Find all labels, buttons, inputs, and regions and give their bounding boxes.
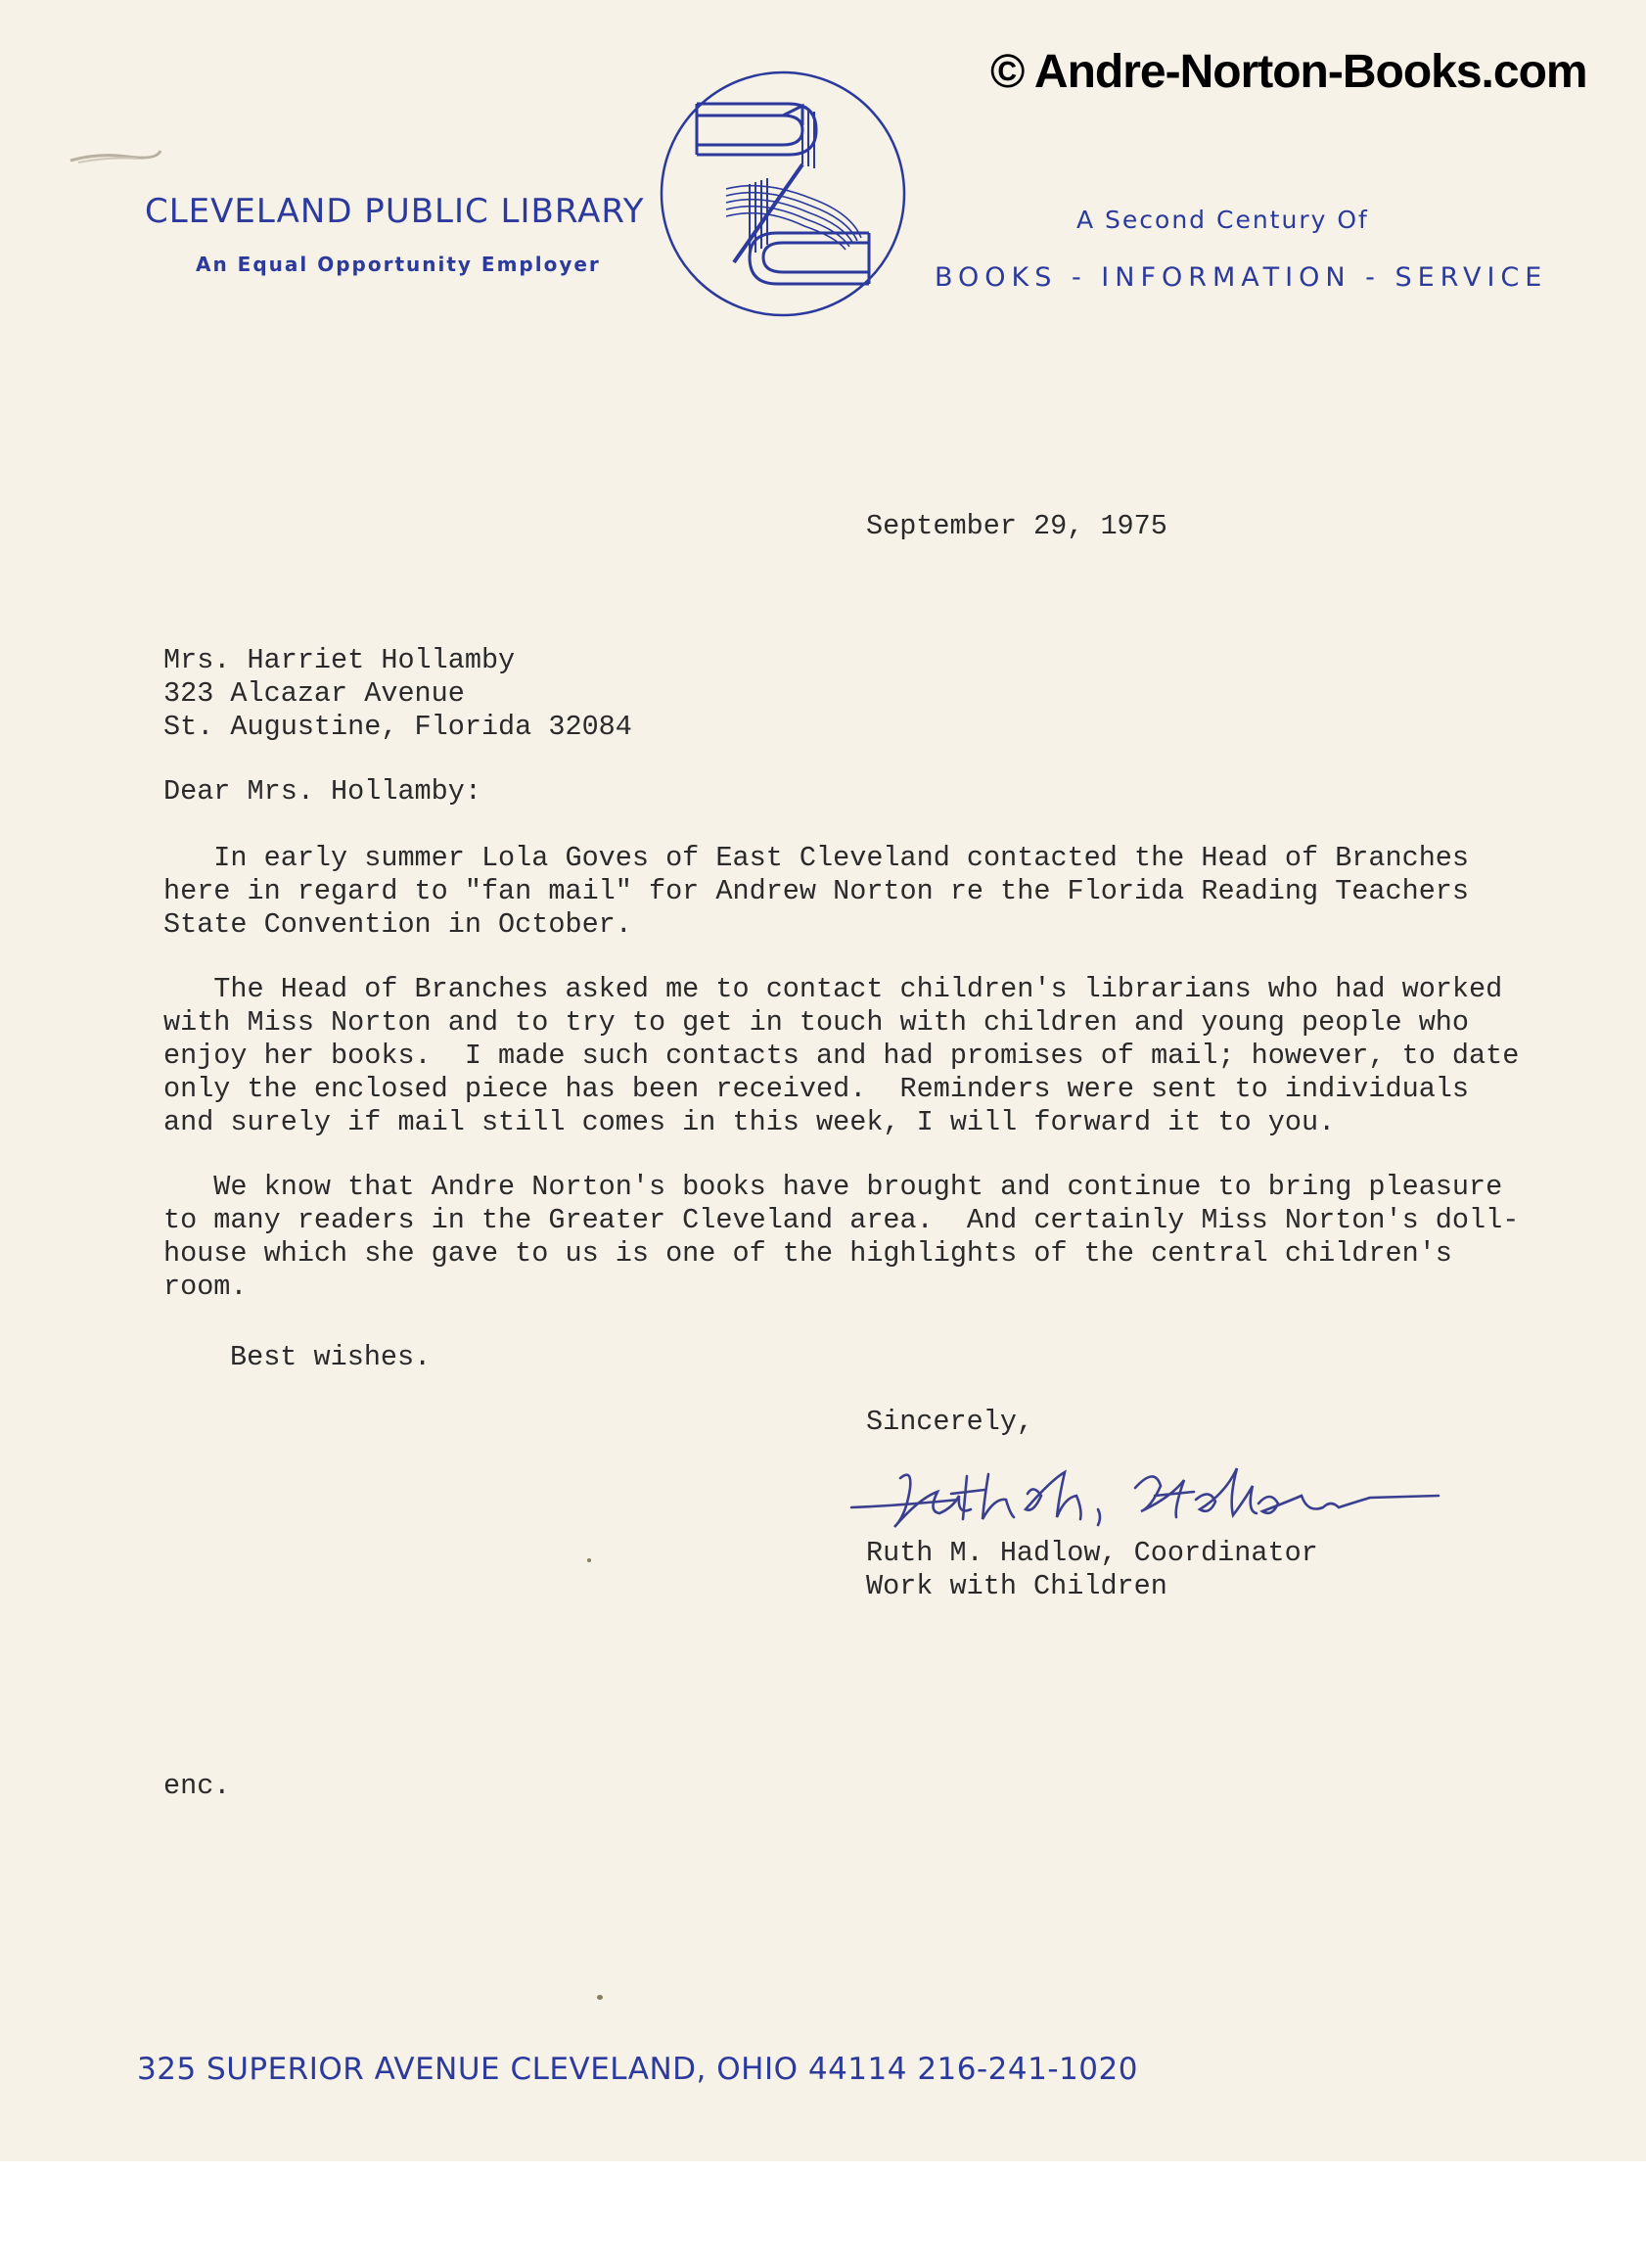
paragraph-3 (163, 1171, 1519, 1304)
recipient-line: St. Augustine, Florida 32084 (163, 711, 632, 743)
cpl-book-logo-icon (656, 67, 910, 321)
library-subtitle: An Equal Opportunity Employer (196, 253, 601, 276)
paper-speck (587, 1558, 591, 1562)
recipient-line: 323 Alcazar Avenue (163, 677, 465, 710)
paragraph-line: house which she gave to us is one of the highlights of the central children's (163, 1237, 1452, 1270)
tagline-second-century: A Second Century Of (1076, 206, 1369, 234)
paragraph-line: State Convention in October. (163, 908, 632, 941)
paragraph-line: We know that Andre Norton's books have brought and continue to bring pleasure (163, 1171, 1503, 1203)
sign-off: Sincerely, (866, 1406, 1034, 1438)
paragraph-line: with Miss Norton and to try to get in touch with children and young people who (163, 1006, 1470, 1039)
library-name: CLEVELAND PUBLIC LIBRARY (145, 192, 645, 231)
paragraph-line: The Head of Branches asked me to contact children's librarians who had worked (163, 973, 1503, 1005)
paragraph-line: In early summer Lola Goves of East Cleveland contacted the Head of Branches (163, 842, 1470, 874)
paragraph-line: only the enclosed piece has been received. Reminders were sent to individuals (163, 1073, 1470, 1105)
signer-title: Work with Children (866, 1570, 1167, 1602)
paper-speck (597, 1995, 603, 2000)
paragraph-2 (163, 973, 1519, 1139)
salutation: Dear Mrs. Hollamby: (163, 775, 481, 808)
recipient-line: Mrs. Harriet Hollamby (163, 644, 516, 676)
closing-line: Best wishes. (230, 1341, 432, 1373)
recipient-address (163, 644, 632, 744)
signer-block (866, 1537, 1318, 1603)
signer-name: Ruth M. Hadlow, Coordinator (866, 1537, 1318, 1569)
letter-date: September 29, 1975 (866, 510, 1167, 542)
paragraph-line: and surely if mail still comes in this week, I will forward it to you. (163, 1106, 1336, 1138)
tagline-services: BOOKS - INFORMATION - SERVICE (935, 262, 1548, 293)
paragraph-line: room. (163, 1271, 248, 1303)
paragraph-1 (163, 842, 1469, 942)
paragraph-line: here in regard to "fan mail" for Andrew Norton re the Florida Reading Teachers (163, 875, 1470, 907)
library-address-footer: 325 SUPERIOR AVENUE CLEVELAND, OHIO 44114 216-241-1020 (137, 2052, 1138, 2087)
staple-mark-icon (69, 147, 162, 166)
paragraph-line: enjoy her books. I made such contacts and had promises of mail; however, to date (163, 1040, 1520, 1072)
paragraph-line: to many readers in the Greater Cleveland area. And certainly Miss Norton's doll- (163, 1204, 1520, 1236)
copyright-watermark: © Andre-Norton-Books.com (990, 46, 1587, 98)
enclosure-note: enc. (163, 1770, 231, 1802)
handwritten-signature-icon (842, 1439, 1448, 1547)
